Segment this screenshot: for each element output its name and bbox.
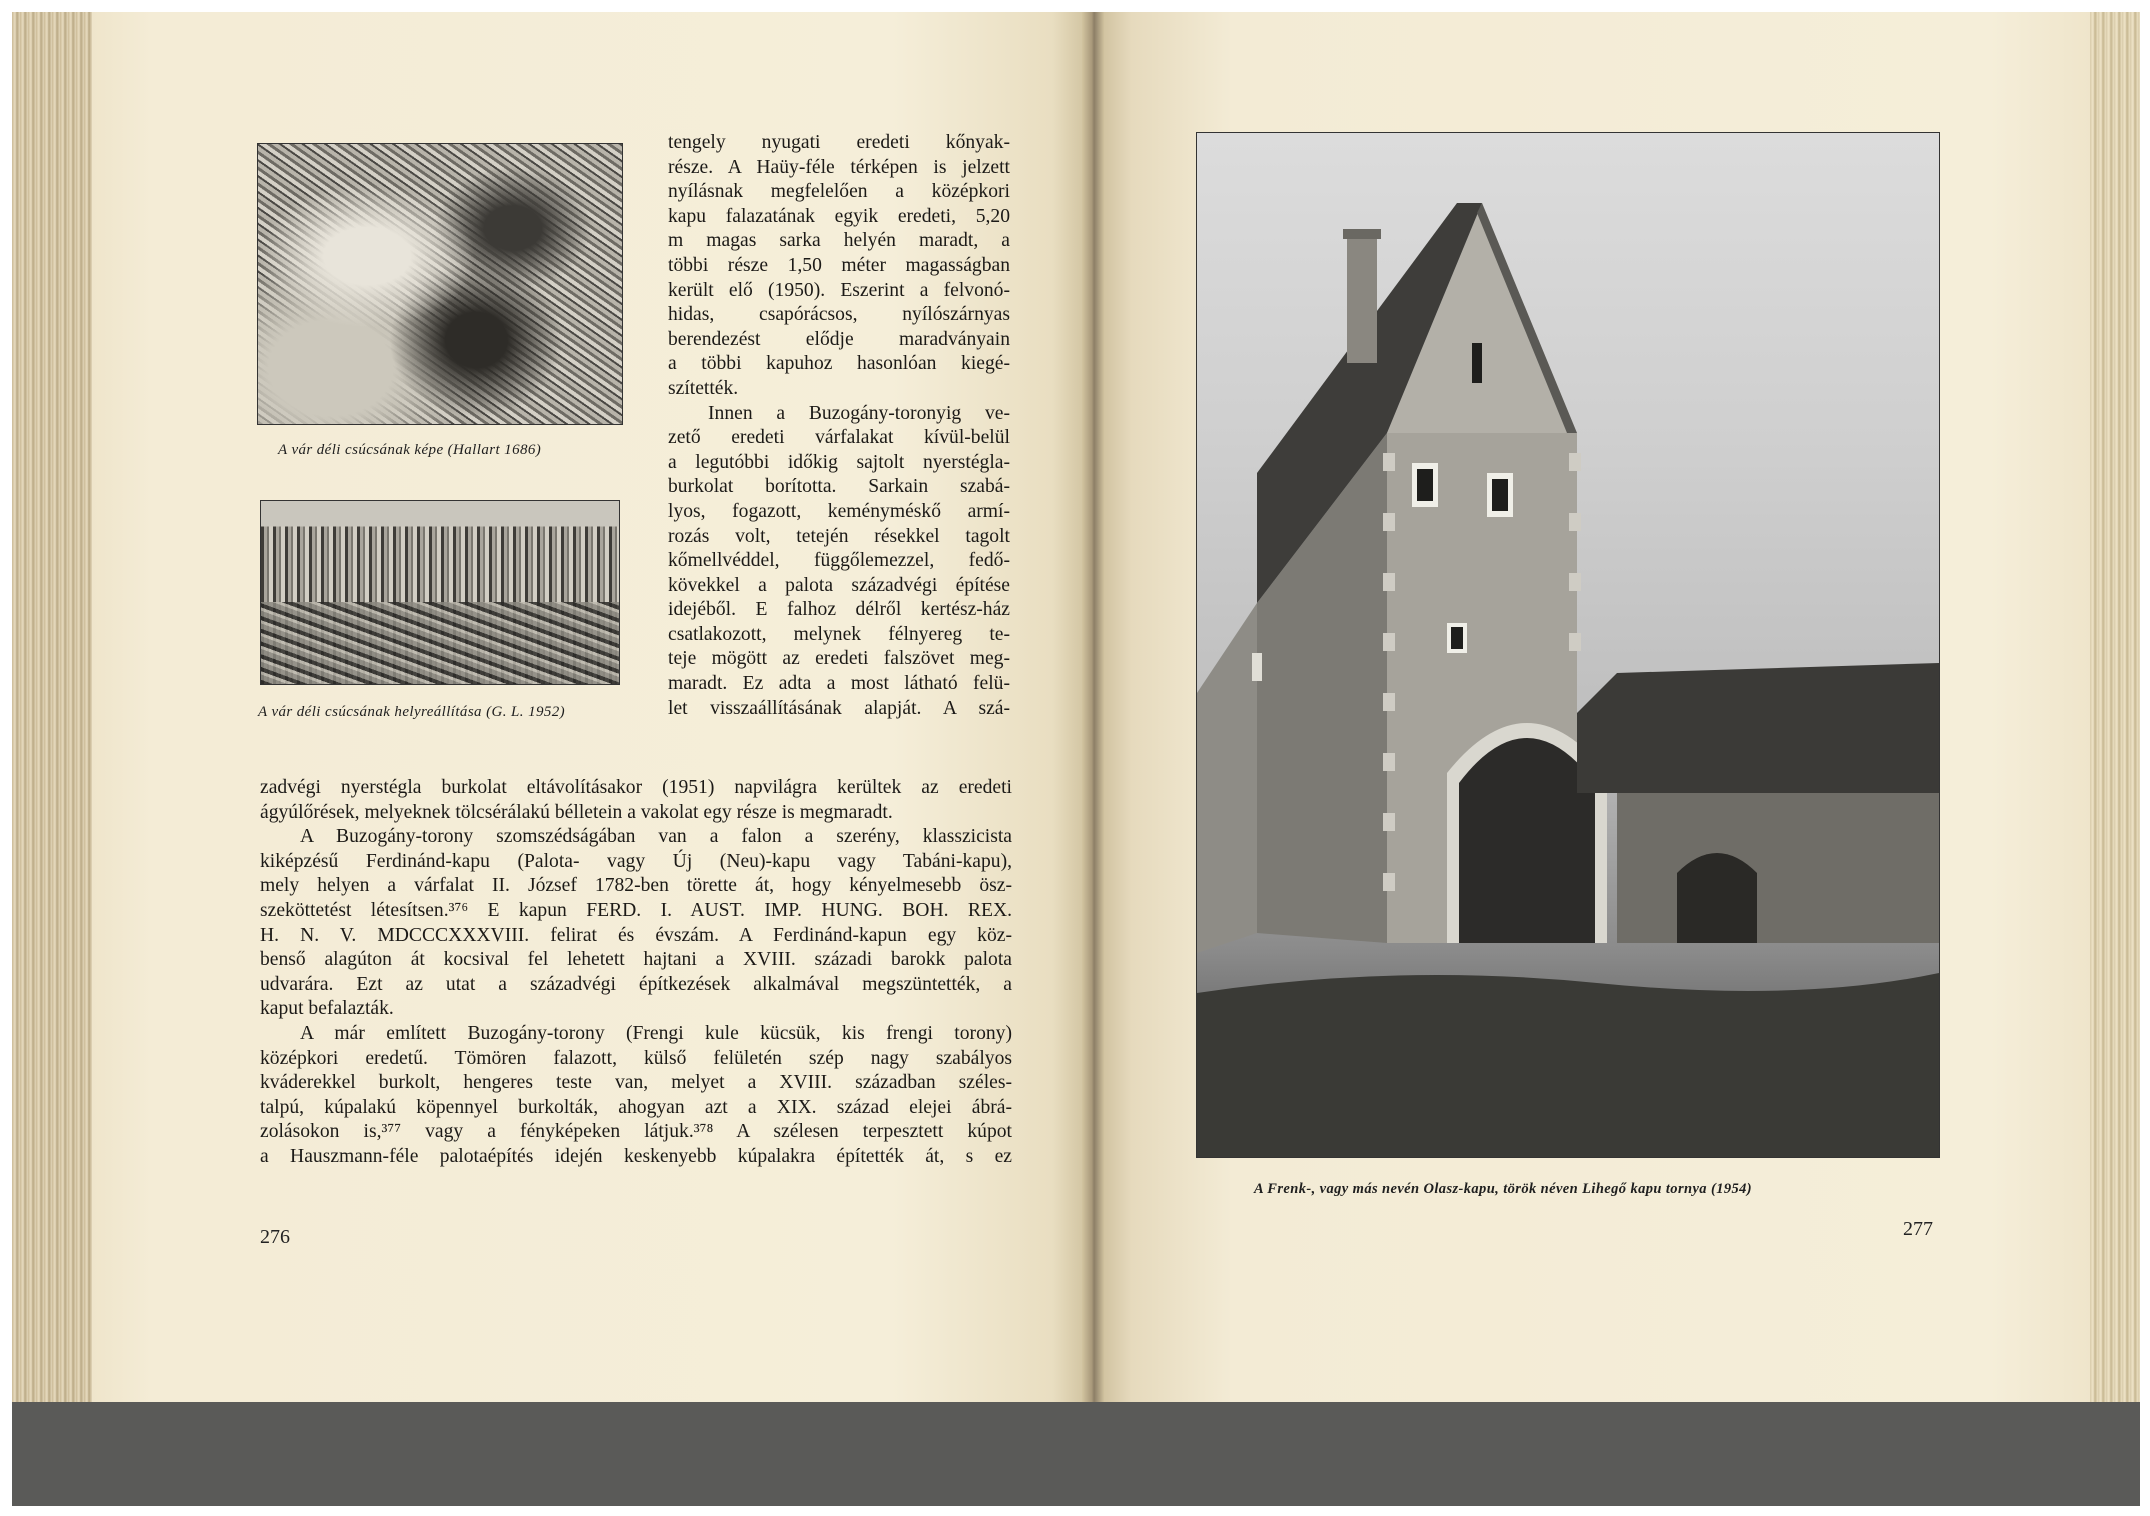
text-line: zolásokon is,³⁷⁷ vagy a fényképeken látjuk.³⁷⁸ A szélesen terpesztett kúpot [260,1121,1012,1143]
text-line: szítették. [668,377,739,399]
text-line: A Buzogány-torony szomszédságában van a falon a szerény, klasszicista [300,826,1012,848]
text-line: része. A Haüy-féle térképen is jelzett [668,156,1010,178]
text-line: H. N. V. MDCCCXXXVIII. felirat és évszám. A Ferdinánd-kapun egy köz- [260,924,1012,946]
text-line: teje mögött az eredeti falszövet meg- [668,648,1010,670]
photo-caption: A Frenk-, vagy más nevén Olasz-kapu, török néven Lihegő kapu tornya (1954) [1254,1181,1753,1197]
text-line: kváderekkel burkolt, hengeres teste van, melyet a XVIII. században széles- [260,1072,1012,1094]
text-line: talpú, kúpalakú köpennyel burkolták, ahogyan azt a XIX. század elejei ábrá- [260,1096,1012,1118]
text-line: kapu falazatának egyik eredeti, 5,20 [668,205,1010,227]
text-line: udvarára. Ezt az utat a századvégi építkezések alkalmával megszüntették, a [260,973,1012,995]
text-line: nyílásnak megfelelően a középkori [668,181,1010,203]
text-line: kiképzésű Ferdinánd-kapu (Palota- vagy Új (Neu)-kapu vagy Tabáni-kapu), [260,850,1012,872]
page-number-left: 276 [260,1226,290,1248]
text-line: burkolat borította. Sarkain szabá- [668,476,1010,498]
page-number-right: 277 [1903,1218,1933,1240]
text-line: A már említett Buzogány-torony (Frengi kule kücsük, kis frengi torony) [300,1022,1012,1044]
figure-gate-tower-photo [1196,132,1940,1158]
text-line: szeköttetést létesítsen.³⁷⁶ E kapun FERD. I. AUST. IMP. HUNG. BOH. REX. [260,899,1012,921]
text-line: kövekkel a palota századvégi építése [668,574,1010,596]
text-line: zadvégi nyerstégla burkolat eltávolításakor (1951) napvilágra kerültek az eredeti [260,777,1012,798]
text-line: berendezést elődje maradványain [668,328,1010,350]
figure-hallart-engraving [257,143,623,425]
narrow-text-column [668,131,1010,721]
text-line: benső alagúton át kocsival fel lehetett hajtani a XVIII. századi barokk palota [260,949,1012,971]
figure-caption-2: A vár déli csúcsának helyreállítása (G. L. 1952) [258,704,566,720]
figure-reconstruction-photo [260,500,620,685]
text-line: mely helyen a várfalat II. József 1782-ben törette át, hogy kényelmesebb ösz- [260,875,1012,897]
figure-caption-1: A vár déli csúcsának képe (Hallart 1686) [278,442,542,458]
text-line: lyos, fogazott, keményméskő armí- [668,500,1010,522]
text-line: ágyúlőrések, melyeknek tölcsérálakú bélletein a vakolat egy része is megmaradt. [260,801,893,823]
left-page-edges [12,12,92,1402]
text-line: m magas sarka helyén maradt, a [668,230,1010,252]
text-line: rozás volt, tetején résekkel tagolt [668,525,1010,547]
text-line: került elő (1950). Eszerint a felvonó- [668,279,1010,301]
text-line: többi része 1,50 méter magasságban [668,254,1010,276]
text-line: a többi kapuhoz hasonlóan kiegé- [668,353,1010,375]
text-line: let visszaállításának alapját. A szá- [668,697,1010,719]
text-line: kaput befalazták. [260,998,394,1020]
text-line: a legutóbbi időkig sajtolt nyerstégla- [668,451,1010,473]
text-line: zető eredeti várfalakat kívül-belül [668,427,1010,449]
book-gutter [1082,12,1104,1402]
text-line: hidas, csapórácsos, nyílószárnyas [668,304,1010,326]
text-line: idejéből. E falhoz délről kertész-ház [668,599,1010,621]
full-width-text [260,776,1012,1170]
text-line: a Hauszmann-féle palotaépítés idején keskenyebb kúpalakra építették át, s ez [260,1145,1012,1167]
text-line: maradt. Ez adta a most látható felü- [668,673,1010,695]
text-line: Innen a Buzogány-toronyig ve- [708,402,1010,424]
gate-tower-illustration [1197,133,1939,1157]
text-line: csatlakozott, melynek félnyereg te- [668,623,1010,645]
text-line: középkori eredetű. Tömören falazott, külső felületén szép nagy szabályos [260,1047,1012,1069]
text-line: tengely nyugati eredeti kőnyak- [668,132,1010,153]
right-page-edges [2090,12,2140,1402]
text-line: kőmellvéddel, függőlemezzel, fedő- [668,550,1010,572]
